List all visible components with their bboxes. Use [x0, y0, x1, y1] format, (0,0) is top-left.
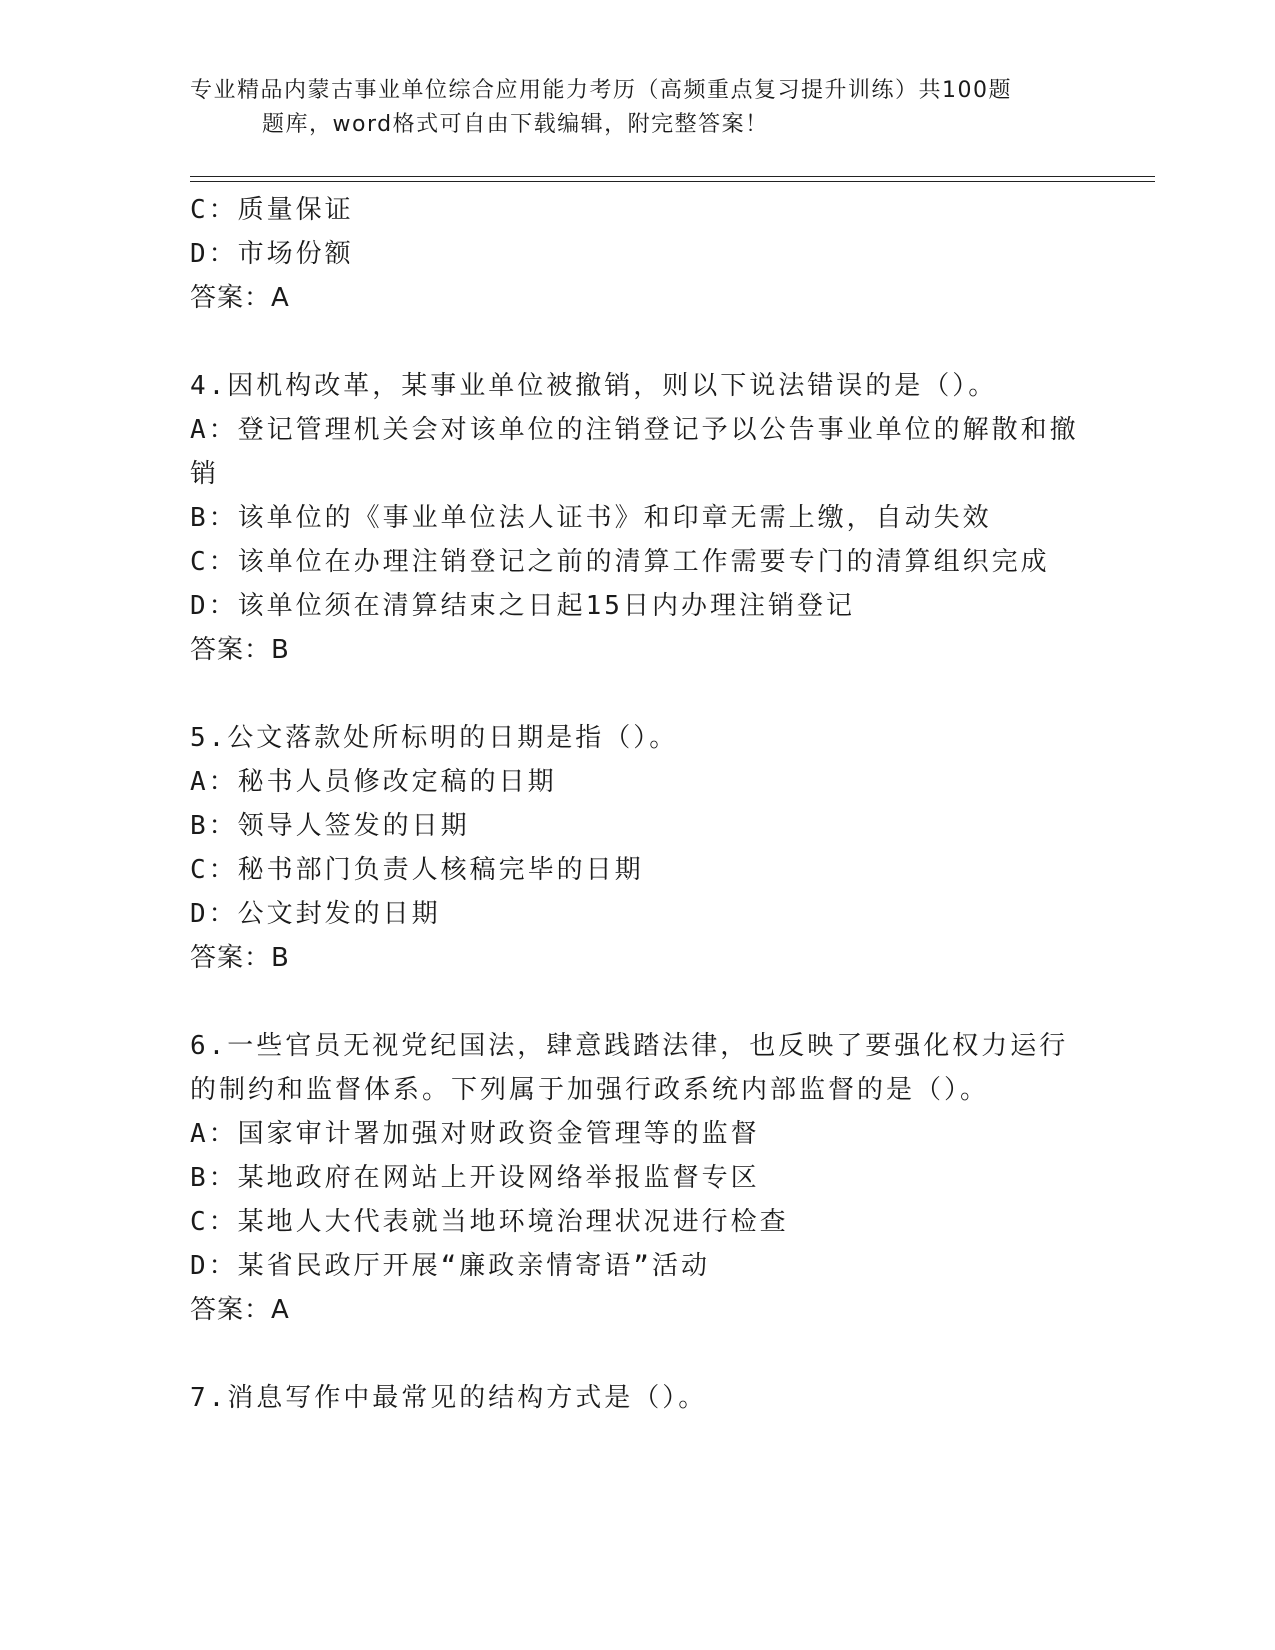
q5-option-d: D：公文封发的日期 [190, 899, 441, 929]
q6-stem-line-1: 6.一些官员无视党纪国法，肆意践踏法律，也反映了要强化权力运行 [190, 1031, 1069, 1061]
q7-stem: 7.消息写作中最常见的结构方式是（）。 [190, 1383, 708, 1413]
q3-answer: 答案：A [190, 283, 290, 313]
header-divider-top [190, 176, 1155, 177]
q5-option-a: A：秘书人员修改定稿的日期 [190, 767, 557, 797]
q5-option-b: B：领导人签发的日期 [190, 811, 470, 841]
header-title-line-2: 题库，word格式可自由下载编辑，附完整答案！ [262, 112, 769, 137]
q5-option-c: C：秘书部门负责人核稿完毕的日期 [190, 855, 644, 885]
q6-answer: 答案：A [190, 1295, 290, 1325]
page-header [190, 74, 1070, 142]
q4-option-a-line-1: A：登记管理机关会对该单位的注销登记予以公告事业单位的解散和撤 [190, 415, 1079, 445]
q4-option-d: D：该单位须在清算结束之日起15日内办理注销登记 [190, 591, 855, 621]
q3-option-d: D：市场份额 [190, 239, 354, 269]
q3-option-c: C：质量保证 [190, 195, 354, 225]
q4-option-c: C：该单位在办理注销登记之前的清算工作需要专门的清算组织完成 [190, 547, 1050, 577]
q6-option-b: B：某地政府在网站上开设网络举报监督专区 [190, 1163, 760, 1193]
q5-stem: 5.公文落款处所标明的日期是指（）。 [190, 723, 679, 753]
q4-stem: 4.因机构改革，某事业单位被撤销，则以下说法错误的是（）。 [190, 371, 998, 401]
q4-answer: 答案：B [190, 635, 290, 665]
q6-option-a: A：国家审计署加强对财政资金管理等的监督 [190, 1119, 760, 1149]
q5-answer: 答案：B [190, 943, 290, 973]
header-title-line-1: 专业精品内蒙古事业单位综合应用能力考历（高频重点复习提升训练）共100题 [190, 78, 1012, 103]
q4-option-a-line-2: 销 [190, 459, 220, 489]
q4-option-b: B：该单位的《事业单位法人证书》和印章无需上缴，自动失效 [190, 503, 992, 533]
q6-option-c: C：某地人大代表就当地环境治理状况进行检查 [190, 1207, 789, 1237]
header-divider-bottom [190, 181, 1155, 182]
q6-option-d: D：某省民政厅开展“廉政亲情寄语”活动 [190, 1251, 710, 1281]
q6-stem-line-2: 的制约和监督体系。下列属于加强行政系统内部监督的是（）。 [190, 1075, 990, 1105]
